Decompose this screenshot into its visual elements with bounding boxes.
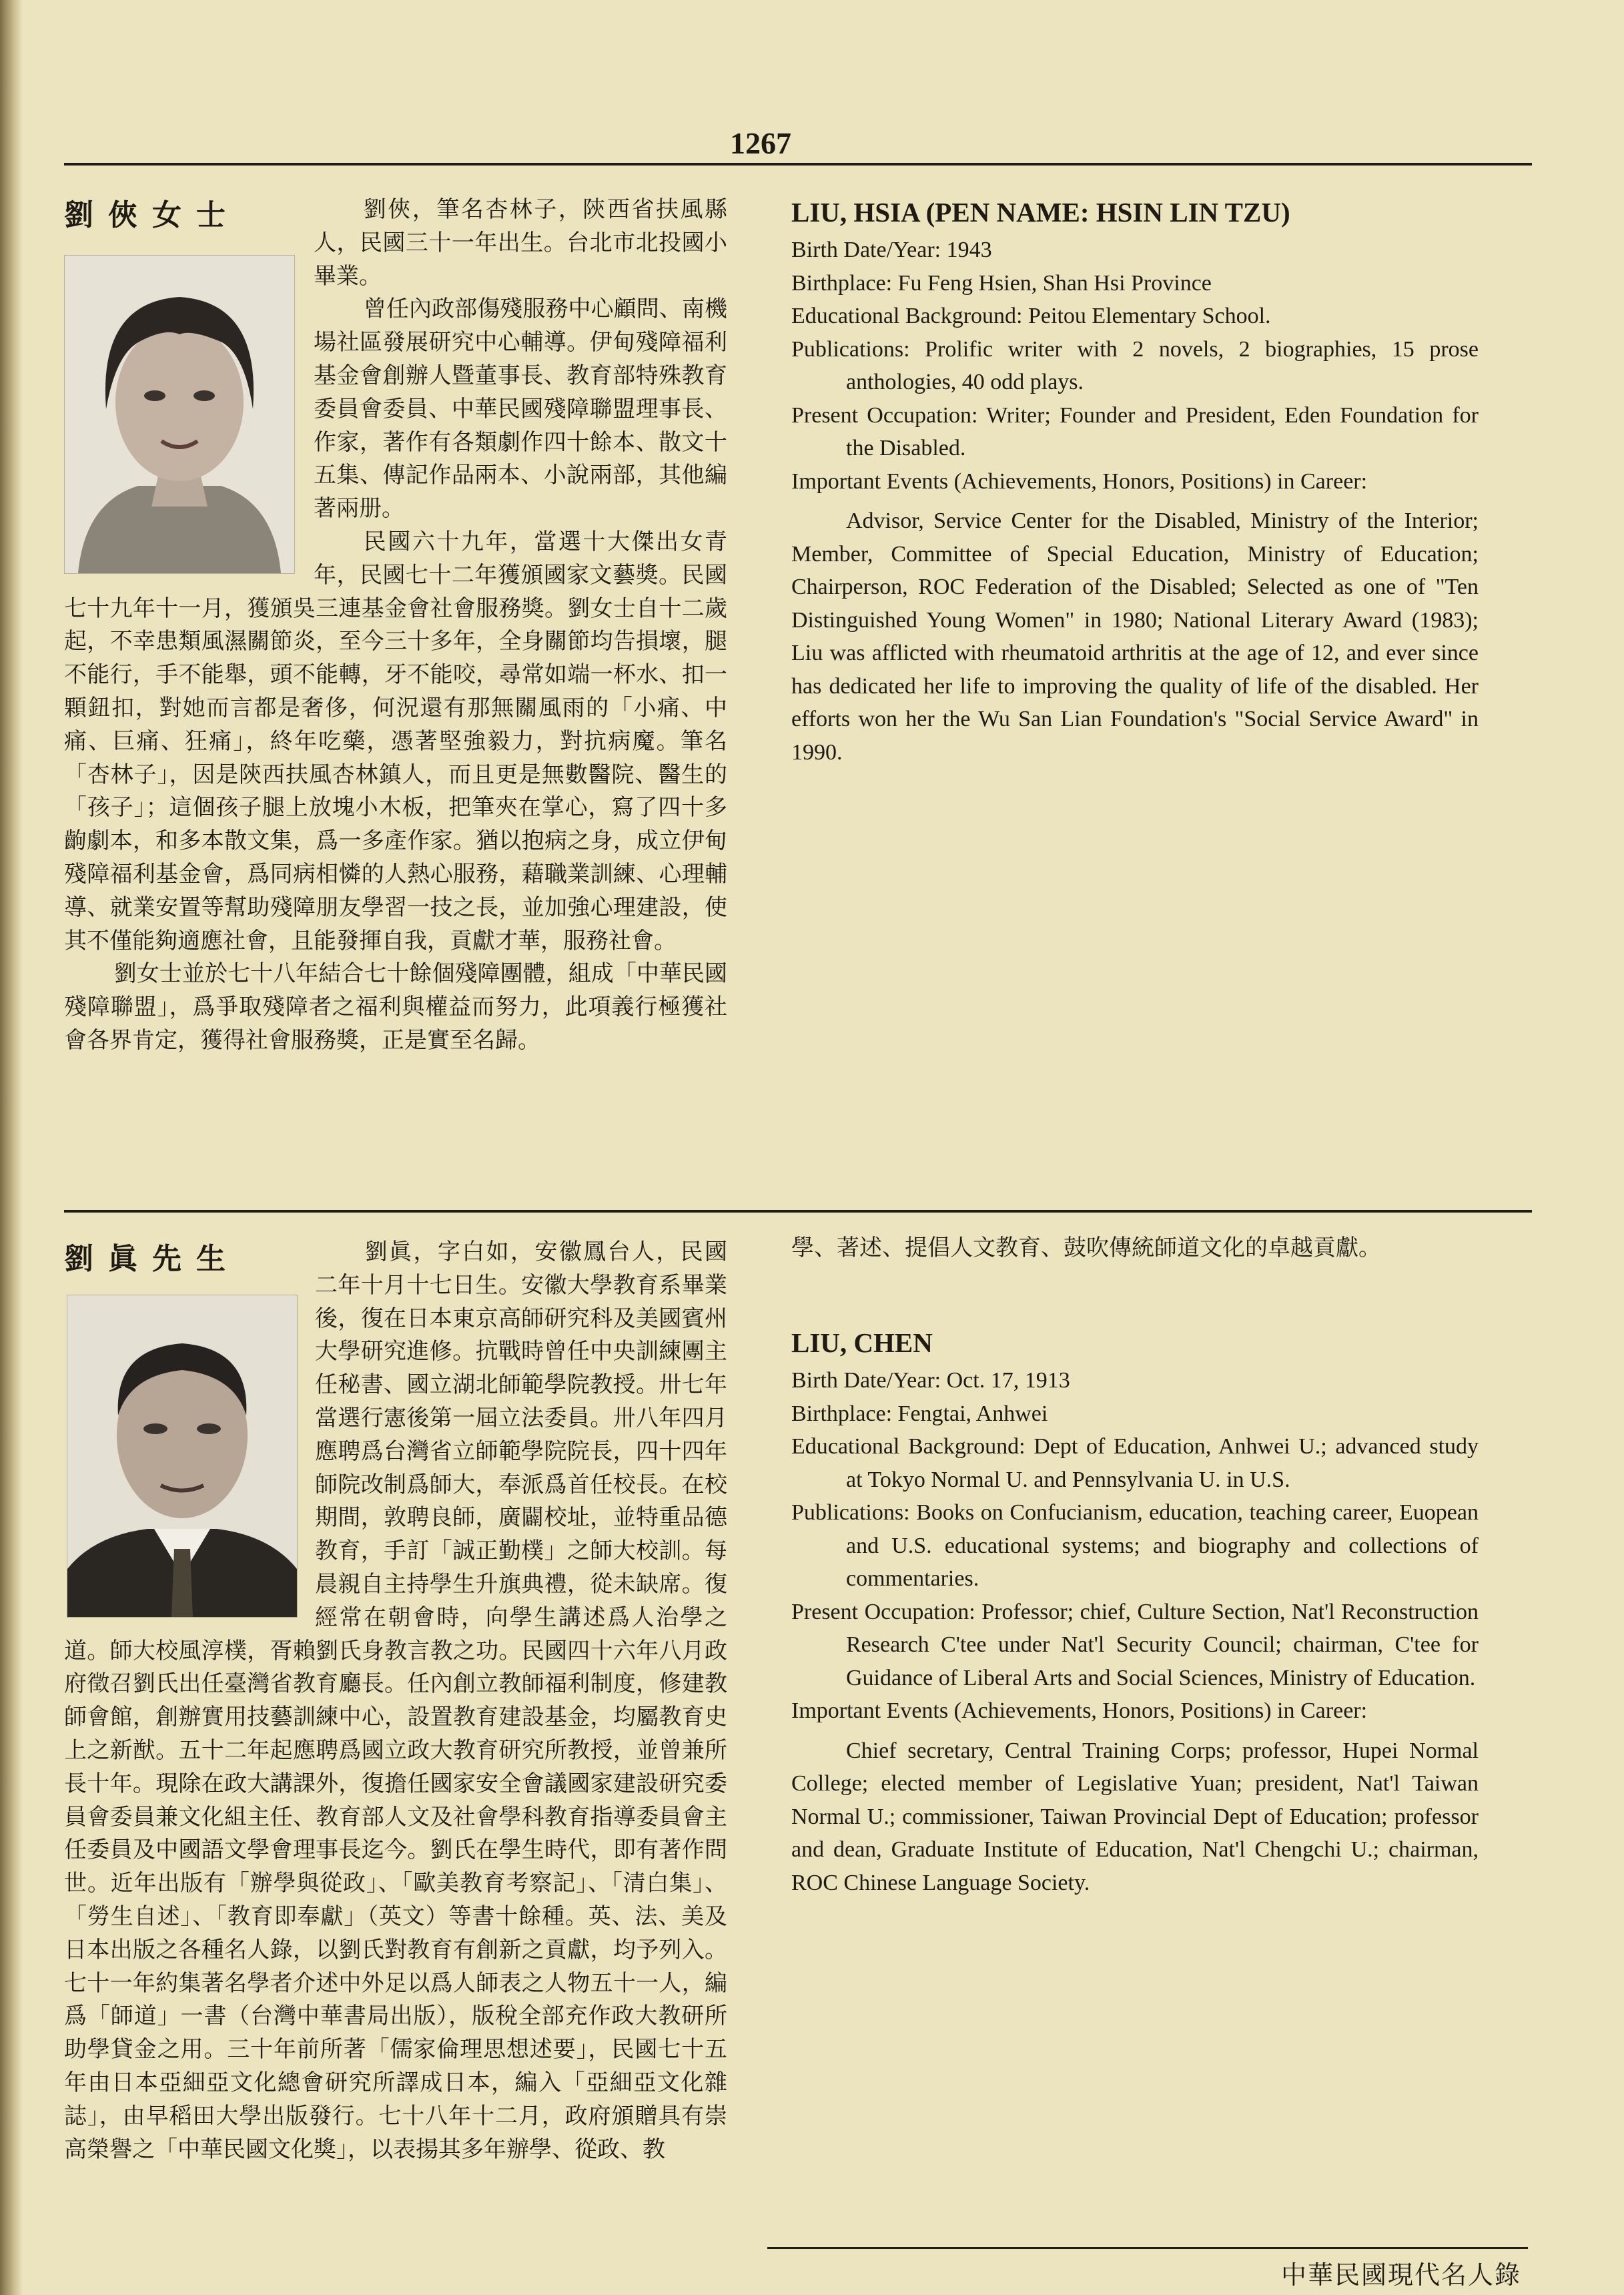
bio-zh-continuation [791,1232,1532,1265]
entry-name-en: LIU, HSIA (PEN NAME: HSIN LIN TZU) [791,197,1290,228]
bio-zh-paragraph: 曾任內政部傷殘服務中心顧問、南機場社區發展研究中心輔導。伊甸殘障福利基金會創辦人暨董事長、教育部特殊教育委員會委員、中華民國殘障聯盟理事長、作家，著作有各類劇作四十餘本、散文十五集、傳記作品兩本、小說兩部，其他編著兩册。 [314,296,727,523]
bio-zh-text [64,1236,727,2166]
bio-zh-paragraph: 劉俠，筆名杏林子，陝西省扶風縣人，民國三十一年出生。台北市北投國小畢業。 [314,196,727,290]
field-birth-date: Birth Date/Year: Oct. 17, 1913 [791,1368,1070,1393]
field-education: Educational Background: Peitou Elementary School. [791,304,1271,328]
field-events-heading: Important Events (Achievements, Honors, Positions) in Career: [791,468,1368,494]
bio-en-text [791,194,1479,769]
bio-zh-paragraph: 劉女士並於七十八年結合七十餘個殘障團體，組成「中華民國殘障聯盟」，爲爭取殘障者之福利與權益而努力，此項義行極獲社會各界肯定，獲得社會服務獎，正是實至名歸。 [64,960,727,1054]
field-birth-date: Birth Date/Year: 1943 [791,238,992,262]
page-number: 1267 [730,126,791,160]
header-rule [64,163,1532,166]
field-occupation: Present Occupation: Professor; chief, Culture Section, Nat'l Reconstruction Research C'tee under Nat'l Security Council; chairman, C'tee for Guidance of Liberal Arts and Social Sciences, Ministry of Education. [791,1599,1479,1690]
footer-rule [767,2247,1528,2249]
field-events-heading: Important Events (Achievements, Honors, Positions) in Career: [791,1698,1368,1723]
field-publications: Publications: Books on Confucianism, education, teaching career, Euopean and U.S. educational systems; and biography and collections of commentaries. [791,1500,1479,1591]
events-details: Chief secretary, Central Training Corps; professor, Hupei Normal College; elected member of Legislative Yuan; president, Nat'l Taiwan Normal U.; commissioner, Taiwan Provincial Dept of Education; professor and dean, Graduate Institute of Education, Nat'l Chengchi U.; chairman, ROC Chinese Language Society. [791,1738,1479,1895]
field-birthplace: Birthplace: Fengtai, Anhwei [791,1401,1048,1426]
bio-en-text [791,1324,1479,1899]
section-divider [64,1210,1532,1213]
field-publications: Publications: Prolific writer with 2 novels, 2 biographies, 15 prose anthologies, 40 odd plays. [791,336,1479,394]
bio-zh-paragraph: 民國六十九年，當選十大傑出女青年，民國七十二年獲頒國家文藝獎。民國七十九年十一月，獲頒吳三連基金會社會服務獎。劉女士自十二歲起，不幸患類風濕關節炎，至今三十多年，全身關節均告損壞，腿不能行，手不能舉，頭不能轉，牙不能咬，尋常如端一杯水、扣一顆鈕扣，對她而言都是奢侈，何況還有那無關風雨的「小痛、中痛、巨痛、狂痛」，終年吃藥，憑著堅強毅力，對抗病魔。筆名「杏林子」，因是陝西扶風杏林鎮人，而且更是無數醫院、醫生的「孩子」；這個孩子腿上放塊小木板，把筆夾在掌心，寫了四十多齣劇本，和多本散文集，爲一多產作家。猶以抱病之身，成立伊甸殘障福利基金會，爲同病相憐的人熱心服務，藉職業訓練、心理輔導、就業安置等幫助殘障朋友學習一技之長，並加強心理建設，使其不僅能夠適應社會，且能發揮自我，貢獻才華，服務社會。 [64,528,727,954]
bio-zh-paragraph: 劉眞，字白如，安徽鳳台人，民國二年十月十七日生。安徽大學教育系畢業後，復在日本東京高師研究科及美國賓州大學研究進修。抗戰時曾任中央訓練團主任秘書、國立湖北師範學院教授。卅七年當選行憲後第一屆立法委員。卅八年四月應聘爲台灣省立師範學院院長，四十四年師院改制爲師大，奉派爲首任校長。在校期間，敦聘良師，廣闢校址，並特重品德教育，手訂「誠正勤樸」之師大校訓。每晨親自主持學生升旗典禮，從未缺席。復經常在朝會時，向學生講述爲人治學之道。師大校風淳樸，胥賴劉氏身教言教之功。民國四十六年八月政府徵召劉氏出任臺灣省教育廳長。任內創立教師福利制度，修建教師會館，創辦實用技藝訓練中心，設置教育建設基金，均屬教育史上之新猷。五十二年起應聘爲國立政大教育研究所教授，並曾兼所長十年。現除在政大講課外，復擔任國家安全會議國家建設研究委員會委員兼文化組主任、教育部人文及社會學科教育指導委員會主任委員及中國語文學會理事長迄今。劉氏在學生時代，即有著作問世。近年出版有「辦學與從政」、「歐美教育考察記」、「清白集」、「勞生自述」、「教育即奉獻」（英文）等書十餘種。英、法、美及日本出版之各種名人錄，以劉氏對教育有創新之貢獻，均予列入。七十一年約集著名學者介述中外足以爲人師表之人物五十一人，編爲「師道」一書（台灣中華書局出版），版稅全部充作政大教研所助學貸金之用。三十年前所著「儒家倫理思想述要」，民國七十五年由日本亞細亞文化總會研究所譯成日本，編入「亞細亞文化雜誌」，由早稻田大學出版發行。七十八年十二月，政府頒贈具有崇高榮譽之「中華民國文化獎」，以表揚其多年辦學、從政、教 [64,1239,727,2163]
field-education: Educational Background: Dept of Education, Anhwei U.; advanced study at Tokyo Normal U. and Pennsylvania U. in U.S. [791,1434,1479,1492]
bio-zh-paragraph: 學、著述、提倡人文教育、鼓吹傳統師道文化的卓越貢獻。 [791,1235,1381,1261]
entry-name-en: LIU, CHEN [791,1327,933,1358]
page-binding-edge [0,0,23,2295]
entry-name-zh: 劉眞先生 [64,1242,240,1276]
entry-name-zh: 劉俠女士 [64,198,240,232]
footer-book-title: 中華民國現代名人錄 [1280,2260,1521,2290]
events-details: Advisor, Service Center for the Disabled, Ministry of the Interior; Member, Committee of Special Education, Ministry of Education; Chairperson, ROC Federation of the Disabled; Selected as one of "Ten Distinguished Young Women" in 1980; National Literary Award (1983); Liu was afflicted with rheumatoid arthritis at the age of 12, and ever since has dedicated her life to improving the quality of life of the disabled. Her efforts won her the Wu San Lian Foundation's "Social Service Award" in 1990. [791,509,1479,765]
field-occupation: Present Occupation: Writer; Founder and President, Eden Foundation for the Disabled. [791,402,1479,460]
bio-zh-text [64,194,727,1058]
field-birthplace: Birthplace: Fu Feng Hsien, Shan Hsi Province [791,270,1212,296]
